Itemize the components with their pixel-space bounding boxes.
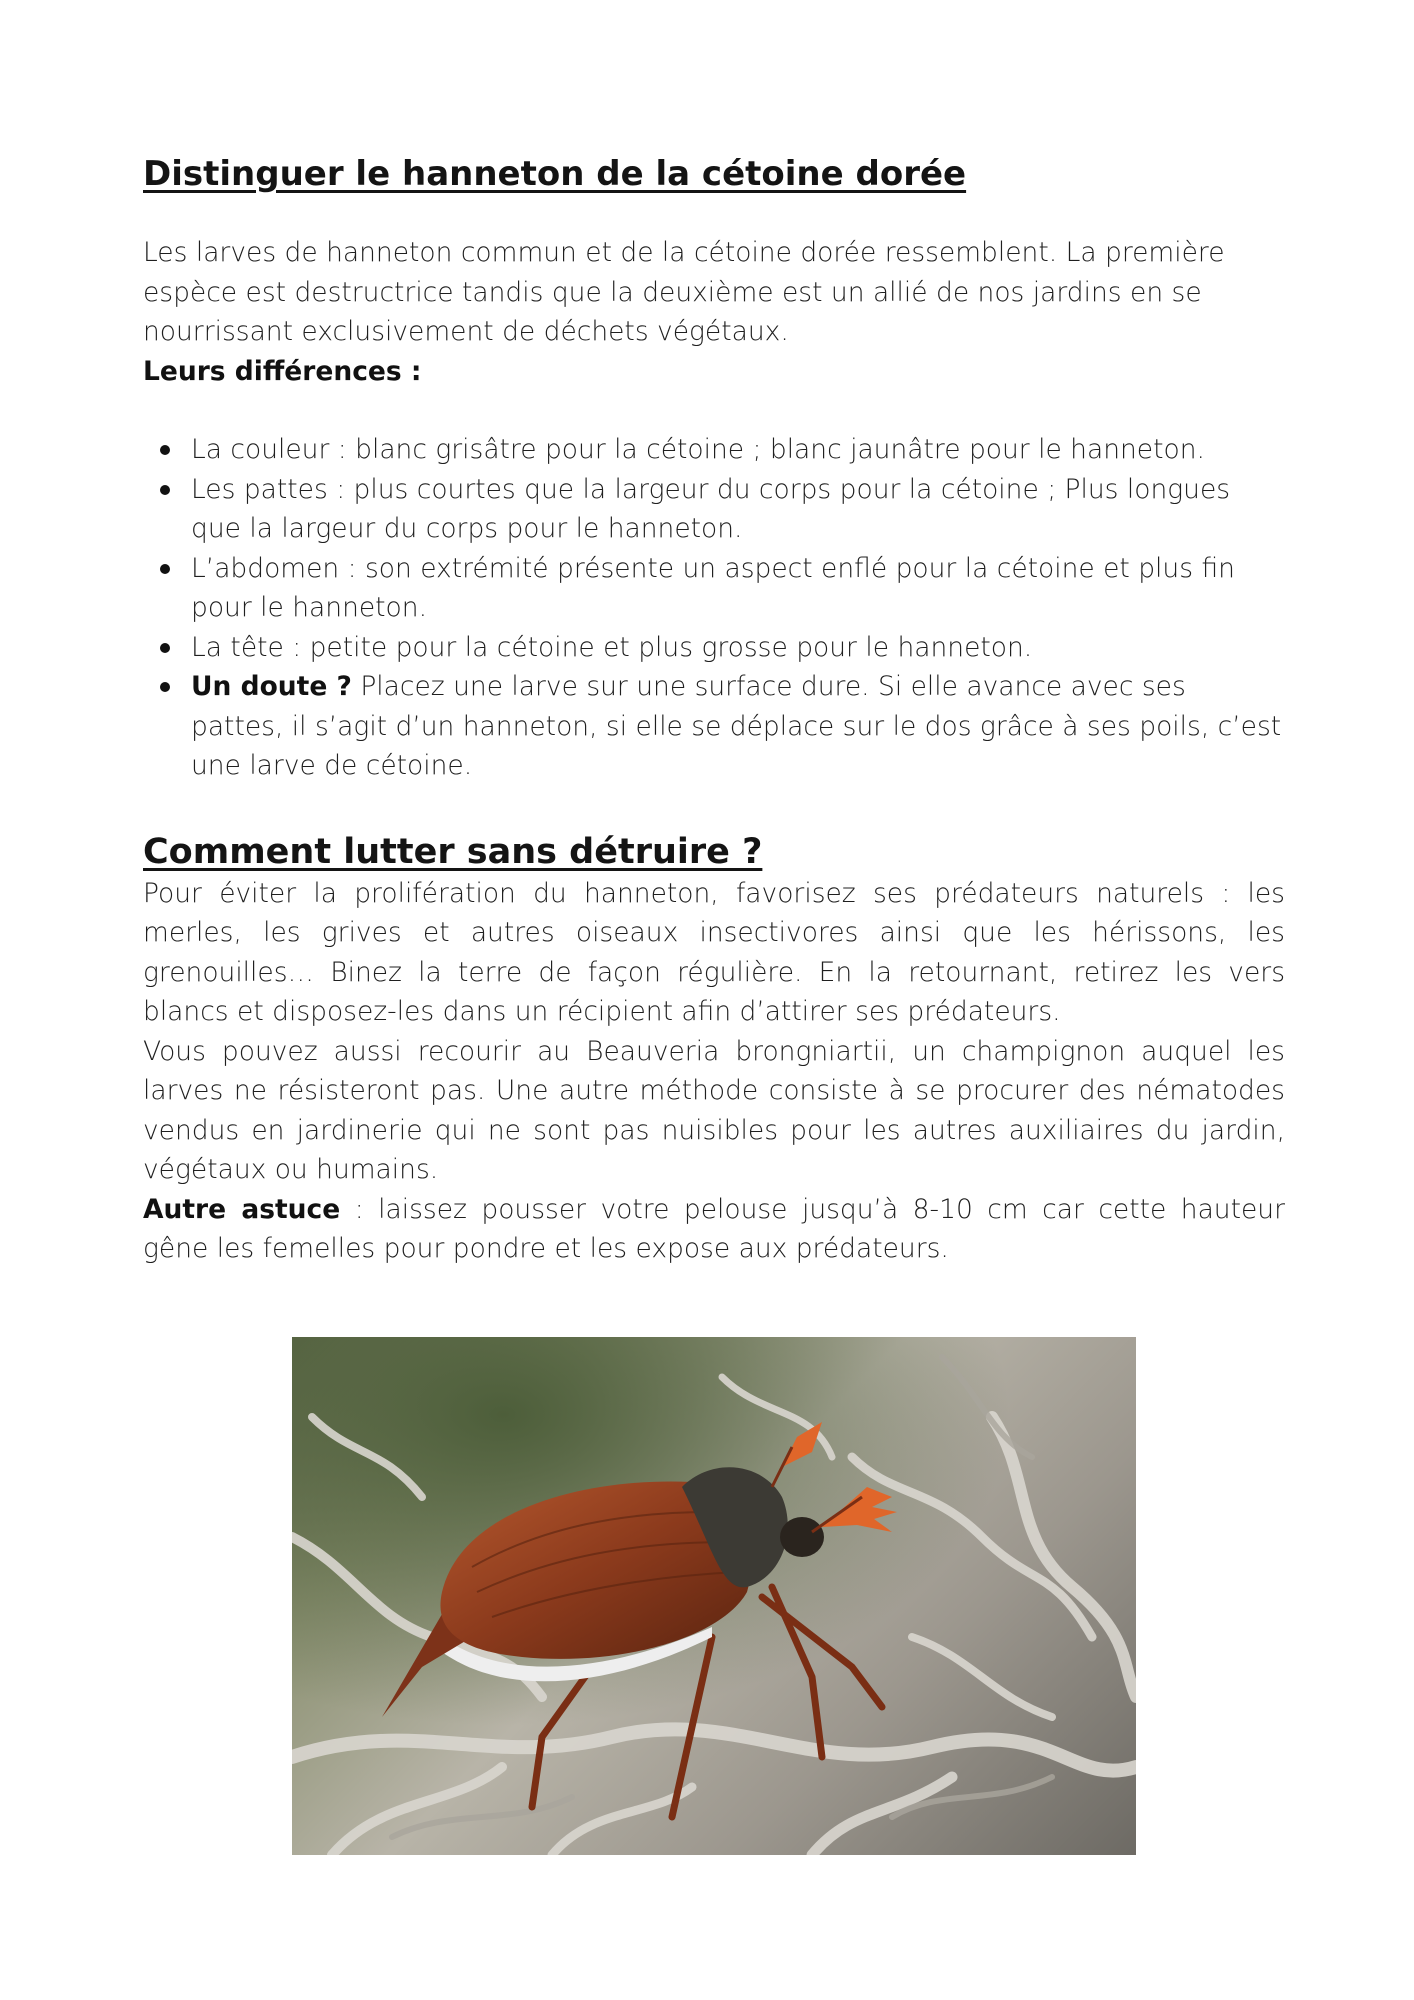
beetle-photo xyxy=(292,1337,1136,1855)
page-title: Distinguer le hanneton de la cétoine dorée xyxy=(143,154,967,194)
list-item-doubt xyxy=(191,667,1285,786)
article-body xyxy=(143,150,1285,1269)
doubt-label: Un doute ? xyxy=(191,671,352,702)
list-item: La tête : petite pour la cétoine et plus grosse pour le hanneton. xyxy=(191,628,1285,668)
predators-paragraph: Pour éviter la prolifération du hanneton, favorisez ses prédateurs naturels : les merles, les grives et autres oiseaux insectivores ainsi que les hérissons, les grenouilles… Binez la terre de façon régulière. En la retournant, retirez les vers blancs et disposez-les dans un récipient afin d’attirer ses prédateurs. xyxy=(143,877,1285,1027)
tip-text: : laissez pousser votre pelouse jusqu’à 8-10 cm car cette hauteur gêne les femelles pour pondre et les expose aux prédateurs. xyxy=(143,1193,1285,1264)
methods-paragraph: Vous pouvez aussi recourir au Beauveria brongniartii, un champignon auquel les larves ne résisteront pas. Une autre méthode consiste à se procurer des nématodes vendus en jardinerie qui ne sont pas nuisibles pour les autres auxiliaires du jardin, végétaux ou humains. xyxy=(143,1035,1285,1185)
differences-list xyxy=(143,430,1285,786)
list-item: La couleur : blanc grisâtre pour la cétoine ; blanc jaunâtre pour le hanneton. xyxy=(191,430,1285,470)
list-item: L’abdomen : son extrémité présente un aspect enflé pour la cétoine et plus fin pour le hanneton. xyxy=(191,549,1285,628)
intro-paragraph: Les larves de hanneton commun et de la cétoine dorée ressemblent. La première espèce est destructrice tandis que la deuxième est un allié de nos jardins en se nourrissant exclusivement de déchets végétaux. xyxy=(143,237,1225,347)
differences-label: Leurs différences : xyxy=(143,355,422,387)
beetle-illustration xyxy=(292,1337,1136,1855)
list-item: Les pattes : plus courtes que la largeur du corps pour la cétoine ; Plus longues que la largeur du corps pour le hanneton. xyxy=(191,470,1285,549)
tip-paragraph xyxy=(143,1190,1285,1269)
doubt-text: Placez une larve sur une surface dure. Si elle avance avec ses pattes, il s’agit d’un hanneton, si elle se déplace sur le dos grâce à ses poils, c’est une larve de cétoine. xyxy=(191,671,1282,781)
tip-label: Autre astuce xyxy=(143,1193,341,1225)
section-heading: Comment lutter sans détruire ? xyxy=(143,831,763,872)
